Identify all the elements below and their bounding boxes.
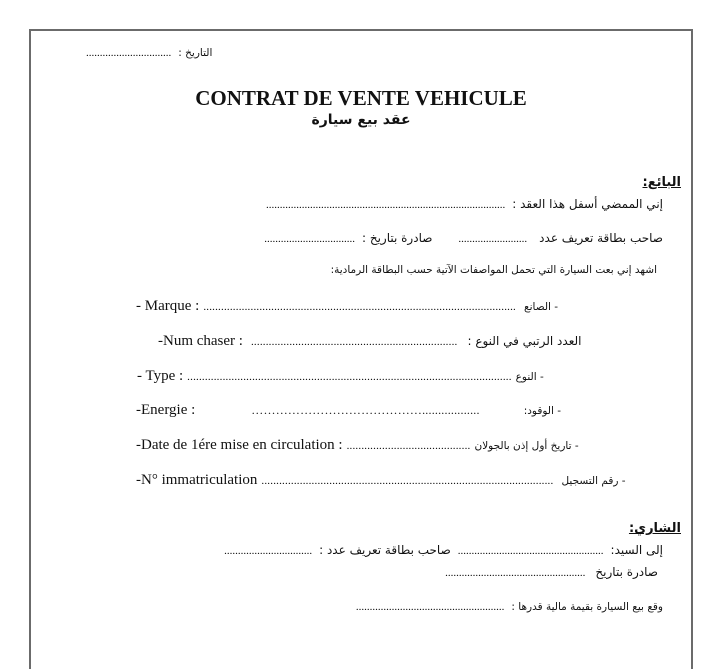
seller-declaration: اشهد إني بعت السيارة التي تحمل المواصفات الآتية حسب البطاقة الرمادية: [330, 264, 657, 276]
buyer-mr-label: إلى السيد: [610, 543, 663, 557]
field-label-fr: - Type : [137, 368, 184, 384]
seller-heading: البائع: [642, 175, 681, 190]
buyer-id-card-label: صاحب بطاقة تعريف عدد : [319, 543, 451, 557]
buyer-issued-date-field[interactable]: ................................................... [445, 567, 586, 579]
field-row-type [137, 367, 544, 385]
field-row-immatriculation [136, 471, 626, 489]
seller-issued-label: صادرة بتاريخ : [361, 231, 433, 245]
seller-signer-label: إني الممضي أسفل هذا العقد : [512, 197, 663, 211]
seller-id-row [264, 229, 663, 247]
field-label-ar: - تاريخ أول إذن بالجولان [474, 440, 579, 452]
seller-signer-row [266, 195, 663, 213]
page-subtitle-arabic: عقد بيع سيارة [311, 112, 411, 128]
price-field[interactable]: ...................................................... [355, 601, 505, 613]
field-label-ar: - الوقود: [523, 405, 562, 417]
field-label-fr: -Energie : [136, 402, 196, 418]
field-row-date-circulation [136, 436, 579, 454]
energie-field[interactable]: …………………………………….................. [251, 403, 480, 417]
field-row-marque [136, 297, 558, 315]
price-label: وقع بيع السيارة بقيمة مالية قدرها : [511, 601, 663, 613]
date-row [86, 43, 212, 61]
field-label-ar: - رقم التسجيل [561, 475, 626, 487]
page-title: CONTRAT DE VENTE VEHICULE [195, 86, 527, 110]
field-row-energie [136, 401, 561, 419]
field-label-ar: - الصانع [524, 301, 559, 313]
seller-name-field[interactable]: ....................................................................................... [266, 199, 506, 211]
buyer-issued-row [445, 563, 658, 581]
seller-issued-date-field[interactable]: ................................. [264, 233, 355, 245]
date-field[interactable]: ............................... [86, 47, 172, 59]
buyer-heading: الشاري: [628, 521, 681, 536]
buyer-name-field[interactable]: ..................................................... [457, 545, 604, 557]
field-label-fr: -Date de 1ére mise en circulation : [136, 437, 343, 453]
field-label-ar: العدد الرتبي في النوع : [467, 334, 582, 348]
buyer-id-card-field[interactable]: ................................ [224, 545, 313, 557]
immatriculation-field[interactable]: ................................................................................................... [261, 475, 554, 487]
buyer-name-row [224, 541, 663, 559]
marque-field[interactable]: .......................................................................................................... [203, 301, 517, 313]
date-circulation-field[interactable]: .......................................... [346, 440, 471, 452]
field-label-fr: -N° immatriculation [136, 472, 258, 488]
seller-id-card-label: صاحب بطاقة تعريف عدد [539, 231, 663, 245]
field-label-fr: - Marque : [136, 298, 200, 314]
field-label-ar: - النوع [515, 371, 544, 383]
field-label-fr: -Num chaser : [158, 333, 243, 349]
date-label: التاريخ : [178, 47, 213, 59]
buyer-issued-label: صادرة بتاريخ [595, 565, 658, 579]
seller-id-card-field[interactable]: ......................... [458, 233, 528, 245]
num-chassis-field[interactable]: ...................................................................... [250, 336, 458, 348]
price-row [356, 597, 663, 615]
type-field[interactable]: .............................................................................................................. [187, 371, 512, 383]
field-row-num-chassis [158, 332, 581, 350]
